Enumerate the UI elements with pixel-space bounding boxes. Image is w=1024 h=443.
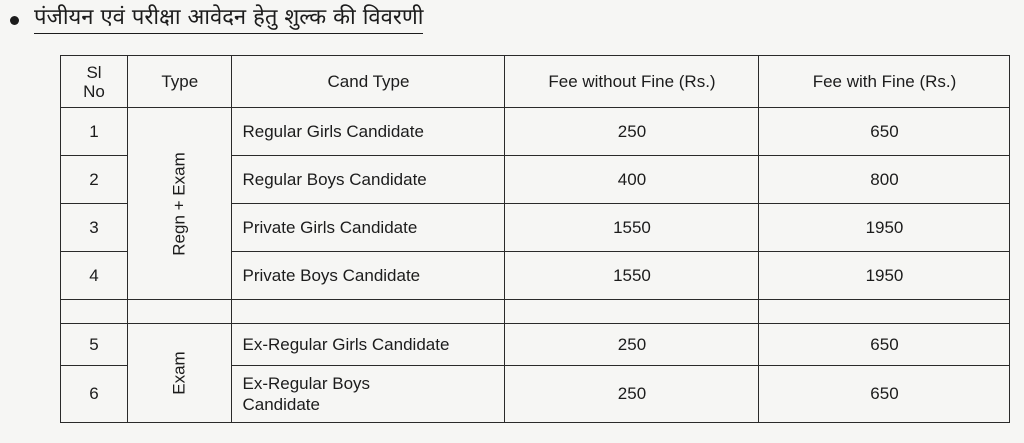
cand-type-cell: Regular Girls Candidate	[232, 108, 505, 156]
sl-cell: 4	[61, 252, 128, 300]
type-label-exam: Exam	[169, 351, 189, 395]
fee-without-fine-cell: 400	[505, 156, 759, 204]
sl-cell: 3	[61, 204, 128, 252]
sl-cell: 2	[61, 156, 128, 204]
header-fee-with-fine: Fee with Fine (Rs.)	[759, 56, 1010, 108]
fee-without-fine-cell: 250	[505, 108, 759, 156]
fee-table	[60, 55, 1010, 423]
fee-with-fine-cell: 650	[759, 108, 1010, 156]
fee-without-fine-cell: 250	[505, 324, 759, 366]
table-header-row	[61, 56, 1010, 108]
sl-cell: 5	[61, 324, 128, 366]
type-cell-exam	[128, 324, 232, 423]
cand-type-cell: Regular Boys Candidate	[232, 156, 505, 204]
cand-type-cell: Ex-Regular Boys Candidate	[232, 366, 505, 423]
section-heading	[10, 2, 423, 36]
fee-with-fine-cell: 650	[759, 324, 1010, 366]
table-row	[61, 324, 1010, 366]
header-sl-no: Sl No	[61, 56, 128, 108]
sl-cell: 6	[61, 366, 128, 423]
fee-without-fine-cell: 1550	[505, 204, 759, 252]
header-cand-type: Cand Type	[232, 56, 505, 108]
table-row	[61, 108, 1010, 156]
bullet-icon	[10, 16, 19, 25]
type-label-regn-exam: Regn + Exam	[169, 151, 189, 256]
cand-type-cell: Private Boys Candidate	[232, 252, 505, 300]
cand-type-cell: Ex-Regular Girls Candidate	[232, 324, 505, 366]
sl-cell: 1	[61, 108, 128, 156]
header-type: Type	[128, 56, 232, 108]
fee-with-fine-cell: 800	[759, 156, 1010, 204]
header-fee-without-fine: Fee without Fine (Rs.)	[505, 56, 759, 108]
fee-with-fine-cell: 1950	[759, 204, 1010, 252]
spacer-row	[61, 300, 1010, 324]
fee-without-fine-cell: 250	[505, 366, 759, 423]
fee-with-fine-cell: 1950	[759, 252, 1010, 300]
fee-without-fine-cell: 1550	[505, 252, 759, 300]
fee-with-fine-cell: 650	[759, 366, 1010, 423]
type-cell-regn-exam	[128, 108, 232, 300]
heading-text: पंजीयन एवं परीक्षा आवेदन हेतु शुल्क की विवरणी	[34, 4, 423, 34]
cand-type-cell: Private Girls Candidate	[232, 204, 505, 252]
